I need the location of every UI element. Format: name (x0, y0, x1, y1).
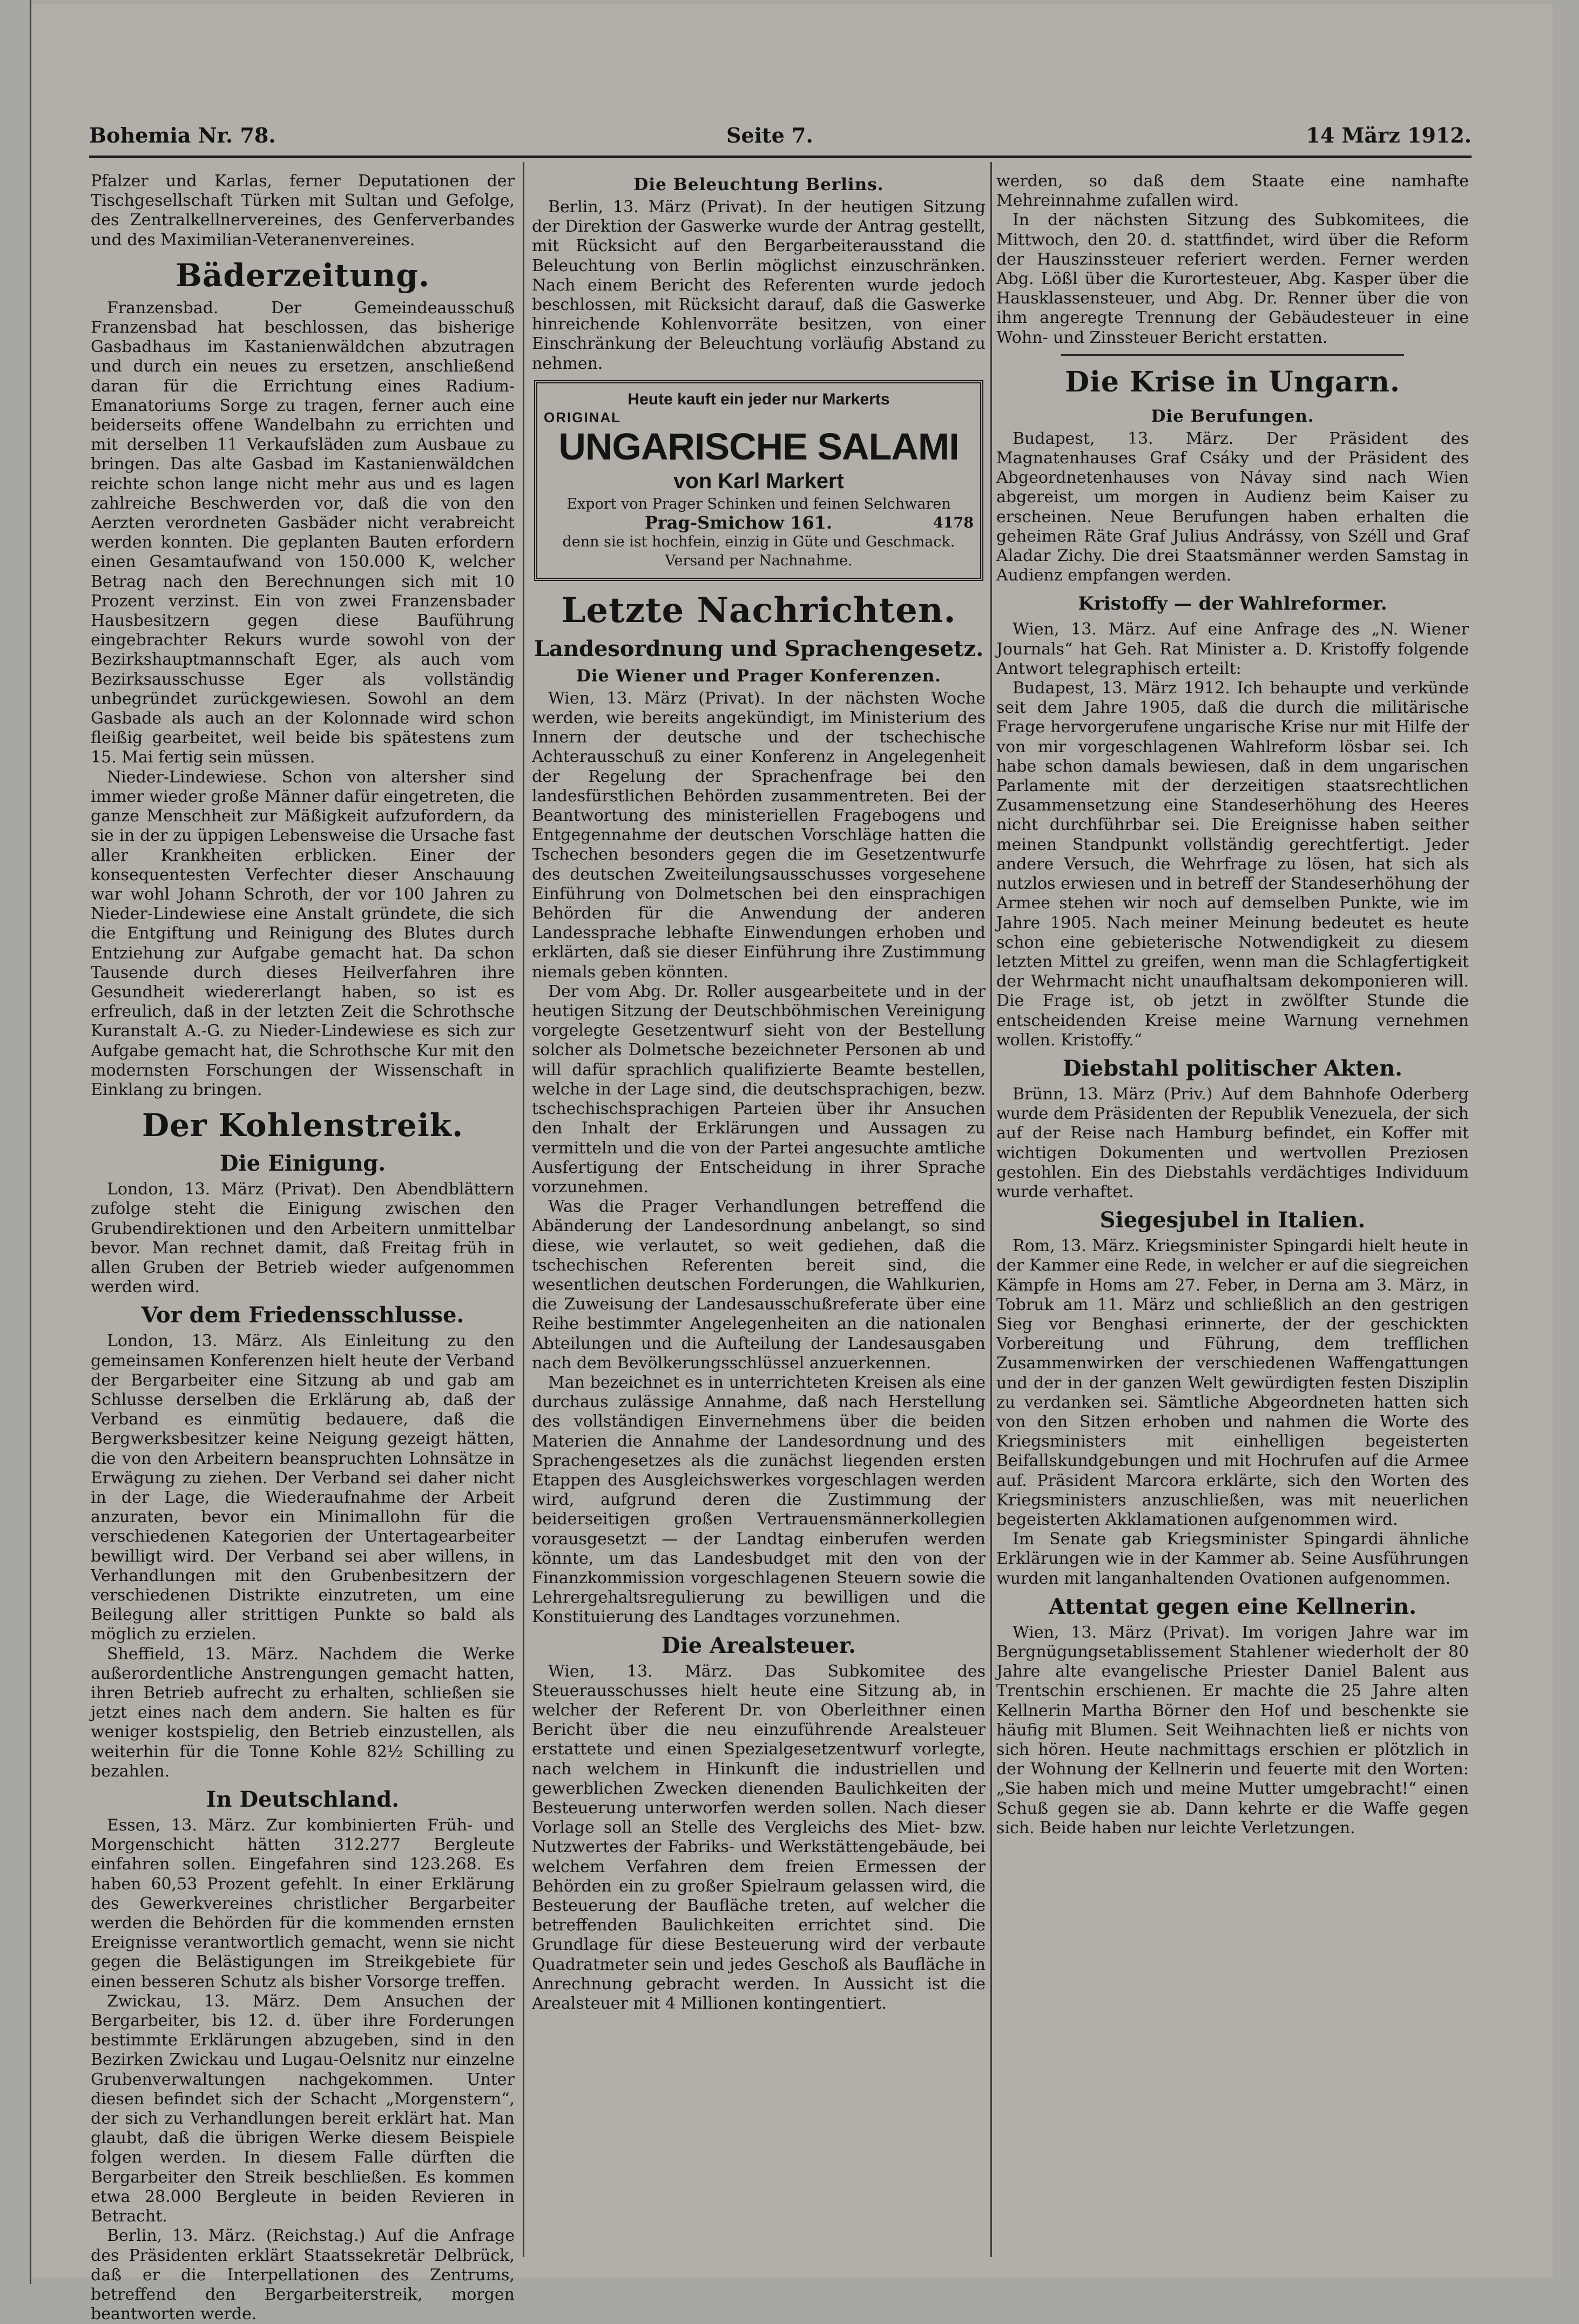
salami-advertisement (534, 380, 983, 581)
paragraph: Zwickau, 13. März. Dem Ansuchen der Bergarbeiter, bis 12. d. über ihre Forderungen bestimmte Erklärungen abzugeben, sind in den Bezirken Zwickau und Lugau-Oelsnitz nur einzelne Grubenverwaltungen nachgekommen. Unter diesen befindet sich der Schacht „Morgenstern“, der sich zu Verhandlungen bereit erklärt hat. Man glaubt, daß die übrigen Werke diesem Beispiele folgen werden. In diesem Falle dürften die Bergarbeiter den Streik beschließen. Es kommen etwa 28.000 Bergleute in beiden Revieren in Betracht. (91, 1991, 515, 2226)
subheading: Attentat gegen eine Kellnerin. (1048, 1593, 1417, 1619)
subheading: Die Beleuchtung Berlins. (633, 175, 884, 194)
ad-line: von Karl Markert (673, 469, 844, 493)
paragraph: London, 13. März (Privat). Den Abendblättern zufolge steht die Einigung zwischen den Grubendirektionen und den Arbeitern unmittelbar bevor. Man rechnet damit, daß Freitag früh in allen Gruben der Betrieb wieder aufgenommen werden wird. (91, 1180, 515, 1297)
divider (1061, 354, 1404, 356)
paragraph: London, 13. März. Als Einleitung zu den gemeinsamen Konferenzen hielt heute der Verband der Bergarbeiter eine Sitzung ab und gab am Schlusse derselben die Erklärung ab, daß der Verband es einmütig bedauere, daß die Bergwerksbesitzer keine Neigung gezeigt hätten, die von den Arbeitern beanspruchten Lohnsätze in Erwägung zu ziehen. Der Verband sei daher nicht in der Lage, die Wiederaufnahme der Arbeit anzuraten, bevor ein Minimallohn für die verschiedenen Kategorien der Untertagearbeiter bewilligt wird. Der Verband sei aber willens, in Verhandlungen mit den Grubenbesitzern der verschiedenen Distrikte einzutreten, um eine Beilegung aller strittigen Punkte so bald als möglich zu erzielen. (91, 1332, 515, 1644)
paragraph: Budapest, 13. März 1912. Ich behaupte und verkünde seit dem Jahre 1905, daß die durch die militärische Frage hervorgerufene ungarische Krise nur mit Hilfe der von mir vorgeschlagenen Wahlreform lösbar sei. Ich habe schon damals bewiesen, daß in dem ungarischen Parlamente mit der derzeitigen staatsrechtlichen Zusammensetzung eine Standeserhöhung des Heeres nicht durchführbar sei. Die Ereignisse haben seither meinen Standpunkt vollständig gerechtfertigt. Jeder andere Versuch, die Wehrfrage zu lösen, hat sich als nutzlos erwiesen und in betreff der Standeserhöhung der Armee stehen wir noch auf demselben Punkte, wie im Jahre 1905. Nach meiner Meinung bedeutet es heute schon eine gebieterische Notwendigkeit zu diesem letzten Mittel zu greifen, wenn man die Schlagfertigkeit der Wehrmacht nicht unaufhaltsam dekomponieren will. Die Frage ist, ob jetzt in zwölfter Stunde die entscheidenden Kreise meine Warnung vernehmen wollen. Kristoffy.“ (996, 679, 1469, 1050)
subheading: Kristoffy — der Wahlreformer. (1078, 593, 1387, 615)
header-date: 14 März 1912. (1306, 123, 1472, 147)
ad-headline: UNGARISCHE SALAMI (558, 425, 959, 468)
ad-line: ORIGINAL (544, 409, 622, 425)
subheading: Siegesjubel in Italien. (1099, 1207, 1366, 1233)
paragraph: Was die Prager Verhandlungen betreffend die Abänderung der Landesordnung anbelangt, so sind diese, wie verlautet, so weit gediehen, daß die tschechischen Referenten bereit sind, die wesentlichen deutschen Forderungen, die Wahlkurien, die Zuweisung der Landesausschußreferate über eine Reihe bestimmter Angelegenheiten an die nationalen Abteilungen und die Aufteilung der Landesausgaben nach dem Bevölkerungsschlüssel anzuerkennen. (532, 1197, 986, 1373)
paragraph: Pfalzer und Karlas, ferner Deputationen der Tischgesellschaft Türken mit Sultan und Gefolge, des Zentralkellnervereines, des Genferverbandes und des Maximilian-Veteranenvereines. (91, 172, 515, 249)
section-heading: Die Krise in Ungarn. (1064, 365, 1401, 398)
paragraph: Wien, 13. März (Privat). In der nächsten Woche werden, wie bereits angekündigt, im Ministerium des Innern der deutsche und der tschechische Achterausschuß zu einer Konferenz in Angelegenheit der Regelung der Sprachenfrage bei den landesfürstlichen Behörden zusammentreten. Bei der Beantwortung des ministeriellen Fragebogens und Entgegennahme der deutschen Vorschläge hatten die Tschechen besonders gegen die im Gesetzentwurfe des deutschen Zweiteilungsausschusses vorgesehene Einführung von Dolmetschen bei den einsprachigen Behörden für die Anwendung der anderen Landessprache lebhafte Einwendungen erhoben und erklärten, daß sie dieser Einführung ihre Zustimmung niemals geben könnten. (532, 688, 986, 982)
ad-address-text: Prag-Smichow 161. (644, 512, 832, 533)
subheading: In Deutschland. (206, 1787, 400, 1813)
paragraph: Wien, 13. März. Auf eine Anfrage des „N. Wiener Journals“ hat Geh. Rat Minister a. D. Kristoffy folgende Antwort telegraphisch erteilt: (996, 620, 1469, 678)
ad-line: denn sie ist hochfein, einzig in Güte und Geschmack. Versand per Nachnahme. (562, 533, 955, 569)
paragraph: Nieder-Lindewiese. Schon von altersher sind immer wieder große Männer dafür eingetreten, die ganze Menschheit zur Mäßigkeit aufzufordern, da sie in der zu üppigen Lebensweise die Ursache fast aller Krankheiten erblicken. Einer der konsequentesten Verfechter dieser Anschauung war wohl Johann Schroth, der vor 100 Jahren zu Nieder-Lindewiese eine Anstalt gründete, die sich die Entgiftung und Reinigung des Blutes durch Entziehung zur Aufgabe gemacht hat. Da schon Tausende durch dieses Heilverfahren ihre Gesundheit wiedererlangt haben, so ist es erfreulich, daß in der letzten Zeit die Schrothsche Kuranstalt A.-G. zu Nieder-Lindewiese es sich zur Aufgabe gemacht hat, die Schrothsche Kur mit den modernsten Forschungen der Wissenschaft in Einklang zu bringen. (91, 767, 515, 1099)
paragraph: Berlin, 13. März (Privat). In der heutigen Sitzung der Direktion der Gaswerke wurde der Antrag gestellt, mit Rücksicht auf den Bergarbeiterausstand die Beleuchtung von Berlin möglichst einzuschränken. Nach einem Bericht des Referenten wurde jedoch beschlossen, mit Rücksicht darauf, daß die Gaswerke hinreichende Kohlenvorräte besitzen, von einer Einschränkung der Beleuchtung vorläufig Abstand zu nehmen. (532, 198, 986, 373)
column-rule (990, 162, 992, 2257)
header-page-number: Seite 7. (726, 123, 813, 147)
ad-line: Export von Prager Schinken und feinen Selchwaren (566, 495, 951, 512)
column-1 (91, 172, 515, 2324)
paragraph: Im Senate gab Kriegsminister Spingardi ähnliche Erklärungen wie in der Kammer ab. Seine Ausführungen wurden mit langanhaltenden Ovationen aufgenommen. (996, 1530, 1469, 1588)
ad-code: 4178 (933, 514, 974, 531)
paragraph: In der nächsten Sitzung des Subkomitees, die Mittwoch, den 20. d. stattfindet, wird über die Reform der Hauszinssteuer referiert werden. Ferner werden Abg. Lößl über die Kurortesteuer, Abg. Kasper über die Hausklassensteuer, und Abg. Dr. Renner über die von ihm angeregte Trennung der Gebäudesteuer in eine Wohn- und Zinssteuer Bericht erstatten. (996, 211, 1469, 347)
subheading: Die Wiener und Prager Konferenzen. (576, 666, 941, 686)
ad-line: Heute kauft ein jeder nur Markerts (627, 390, 890, 408)
paragraph: Rom, 13. März. Kriegsminister Spingardi hielt heute in der Kammer eine Rede, in welcher er auf die siegreichen Kämpfe in Homs am 27. Feber, in Derna am 3. März, in Tobruk am 11. März und schließlich an den gestrigen Sieg vor Benghasi erinnerte, der der geschickten Vorbereitung und Führung, dem trefflichen Zusammenwirken der verschiedenen Waffengattungen und der in der ganzen Welt gewürdigten festen Disziplin zu verdanken sei. Sämtliche Abgeordneten hatten sich von den Sitzen erhoben und nahmen die Worte des Kriegsministers mit einhelligen begeisterten Beifallskundgebungen und mit Hochrufen auf die Armee auf. Präsident Marcora erklärte, sich den Worten des Kriegsministers anzuschließen, was mit neuerlichen begeisterten Akklamationen aufgenommen wird. (996, 1237, 1469, 1529)
page-edge-line (30, 0, 31, 2284)
section-heading: Bäderzeitung. (175, 256, 430, 294)
subheading: Die Berufungen. (1151, 406, 1314, 426)
column-3 (996, 172, 1469, 2267)
page-header (89, 123, 1472, 158)
paragraph: Sheffield, 13. März. Nachdem die Werke außerordentliche Anstrengungen gemacht hatten, ihren Betrieb aufrecht zu erhalten, schließen sie jetzt eines nach dem andern. Sie halten es für weniger kostspielig, den Betrieb einzustellen, als weiterhin für die Tonne Kohle 82½ Schilling zu bezahlen. (91, 1644, 515, 1781)
section-heading: Der Kohlenstreik. (141, 1107, 464, 1144)
paragraph: Wien, 13. März. Das Subkomitee des Steuerausschusses hielt heute eine Sitzung ab, in welcher der Referent Dr. von Oberleithner einen Bericht über die neu einzuführende Arealsteuer erstattete und einen Spezialgesetzentwurf vorlegte, nach welchem in Hinkunft die industriellen und gewerblichen Zwecken dienenden Baulichkeiten der Besteuerung unterworfen werden sollen. Nach dieser Vorlage soll an Stelle des Vergleichs des Miet- bzw. Nutzwertes der Fabriks- und Werkstättengebäude, bei welchem Verfahren dem freien Ermessen der Behörden ein zu großer Spielraum gelassen wird, die Besteuerung der Baufläche treten, auf welcher die betreffenden Baulichkeiten errichtet sind. Die Grundlage für diese Besteuerung wird der verbaute Quadratmeter sein und jedes Geschoß als Baufläche in Anrechnung gebracht werden. In Aussicht ist die Arealsteuer mit 4 Millionen kontingentiert. (532, 1661, 986, 2014)
header-issue: Bohemia Nr. 78. (89, 123, 276, 147)
paragraph: Budapest, 13. März. Der Präsident des Magnatenhauses Graf Csáky und der Präsident des Abgeordnetenhauses von Návay sind nach Wien abgereist, um morgen in Audienz beim Kaiser zu erscheinen. Neue Berufungen haben erhalten die geheimen Räte Graf Julius Andrássy, von Széll und Graf Aladar Zichy. Die drei Staatsmänner werden Samstag in Audienz empfangen werden. (996, 429, 1469, 585)
paragraph: Franzensbad. Der Gemeindeausschuß Franzensbad hat beschlossen, das bisherige Gasbadhaus im Kastanienwäldchen abzutragen und durch ein neues zu ersetzen, anschließend daran für die Errichtung eines Radium-Emanatoriums Sorge zu tragen, ferner auch eine beiderseits offene Wandelbahn zu errichten und mit derselben 11 Verkaufsläden zum Ausbaue zu bringen. Das alte Gasbad im Kastanienwäldchen reichte schon lange nicht mehr aus und es lagen zahlreiche Beschwerden vor, daß die von den Aerzten verordneten Gasbäder nicht verabreicht werden konnten. Die geplanten Bauten erfordern einen Gesamtaufwand von 150.000 K, welcher Betrag nach den Berechnungen sich mit 10 Prozent verzinst. Ein von zwei Franzensbader Hausbesitzern gegen diese Bauführung eingebrachter Rekurs wurde sowohl von der Bezirkshauptmannschaft Eger, als auch vom Bezirksausschusse Eger als vollständig unbegründet zurückgewiesen. Sowohl an dem Gasbade als auch an der Kolonnade wird schon fleißig gearbeitet, weil beide bis spätestens zum 15. Mai fertig sein müssen. (91, 298, 515, 767)
paragraph: Berlin, 13. März. (Reichstag.) Auf die Anfrage des Präsidenten erklärt Staatssekretär Delbrück, daß er die Interpellationen des Zentrums, betreffend den Bergarbeiterstreik, morgen beantworten werde. (91, 2226, 515, 2324)
subheading: Landesordnung und Sprachengesetz. (534, 636, 984, 661)
paragraph: Brünn, 13. März (Priv.) Auf dem Bahnhofe Oderberg wurde dem Präsidenten der Republik Venezuela, der sich auf der Reise nach Hamburg befindet, ein Koffer mit wichtigen Dokumenten und wertvollen Preziosen gestohlen. Ein des Diebstahls verdächtiges Individuum wurde verhaftet. (996, 1084, 1469, 1201)
paragraph: werden, so daß dem Staate eine namhafte Mehreinnahme zufallen wird. (996, 172, 1469, 211)
section-heading: Letzte Nachrichten. (561, 590, 956, 631)
subheading: Die Einigung. (219, 1151, 386, 1177)
subheading: Vor dem Friedensschlusse. (141, 1302, 464, 1328)
paragraph: Man bezeichnet es in unterrichteten Kreisen als eine durchaus zulässige Annahme, daß nach Herstellung des vollständigen Einvernehmens über die beiden Materien die Annahme der Landesordnung und des Sprachengesetzes als die zunächst liegenden ersten Etappen des Ausgleichswerkes vorgeschlagen werden wird, aufgrund deren die Zustimmung der beiderseitigen großen Vertrauensmännerkollegien vorausgesetzt — der Landtag einberufen werden könnte, um das Landesbudget mit den von der Finanzkommission vorgeschlagenen Steuern sowie die Lehrergehaltsregulierung zu bewilligen und die Konstituierung des Landtages vorzunehmen. (532, 1373, 986, 1627)
ad-address (544, 514, 974, 532)
subheading: Die Arealsteuer. (661, 1632, 856, 1658)
column-rule (523, 162, 524, 2257)
paragraph: Essen, 13. März. Zur kombinierten Früh- und Morgenschicht hätten 312.277 Bergleute einfahren sollen. Eingefahren sind 123.268. Es haben 60,53 Prozent gefehlt. In einer Erklärung des Gewerkvereines christlicher Bergarbeiter werden die Behörden für die kommenden ernsten Ereignisse verantwortlich gemacht, wenn sie nicht gegen die Belästigungen im Streikgebiete für einen besseren Schutz als bisher Vorsorge treffen. (91, 1816, 515, 1991)
paragraph: Der vom Abg. Dr. Roller ausgearbeitete und in der heutigen Sitzung der Deutschböhmischen Vereinigung vorgelegte Gesetzentwurf sieht von der Bestellung solcher als Dolmetsche bezeichneter Personen ab und will dafür sprachlich qualifizierte Beamte bestellen, welche in der Lage sind, die deutschsprachigen, bezw. tschechischsprachigen Parteien über ihr Ansuchen den Inhalt der Erklärungen und Aussagen zu vermitteln und die von der Partei angesuchte amtliche Ausfertigung der Entscheidung in ihrer Sprache vorzunehmen. (532, 982, 986, 1197)
column-2 (532, 172, 986, 2267)
paragraph: Wien, 13. März (Privat). Im vorigen Jahre war im Bergnügungsetablissement Stahlener wiederholt der 80 Jahre alte evangelische Priester Daniel Balent aus Trentschin erschienen. Er machte die 25 Jahre alten Kellnerin Martha Börner den Hof und beschenkte sie häufig mit Blumen. Seit Weihnachten ließ er nichts von sich hören. Heute nachmittags erschien er plötzlich in der Wohnung der Kellnerin und feuerte mit den Worten: „Sie haben mich und meine Mutter umgebracht!“ einen Schuß gegen sie ab. Dann kehrte er die Waffe gegen sich. Beide haben nur leichte Verletzungen. (996, 1623, 1469, 1837)
subheading: Diebstahl politischer Akten. (1062, 1055, 1403, 1081)
